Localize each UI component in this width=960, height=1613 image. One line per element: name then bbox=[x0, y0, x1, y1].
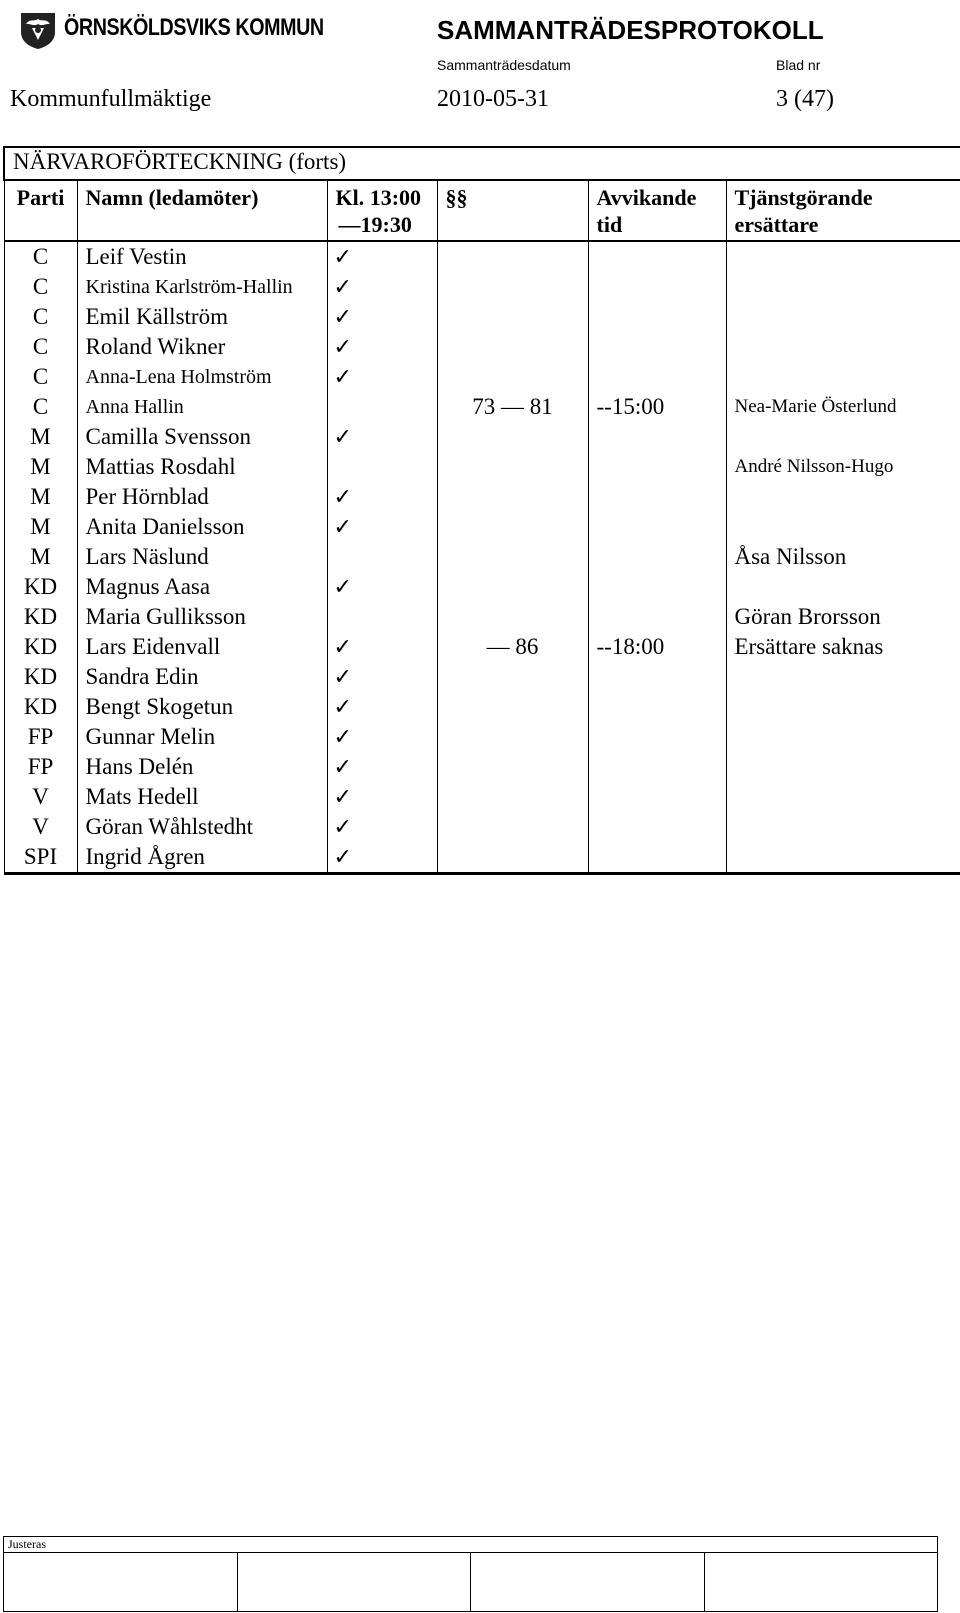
signature-field-2 bbox=[237, 1553, 471, 1612]
paragraph-range bbox=[437, 272, 588, 302]
deviating-time bbox=[588, 272, 726, 302]
member-name: Bengt Skogetun bbox=[77, 692, 327, 722]
signature-field-3 bbox=[471, 1553, 705, 1612]
member-name: Leif Vestin bbox=[77, 241, 327, 272]
substitute-name bbox=[726, 332, 960, 362]
header-substitute-line2: ersättare bbox=[734, 212, 819, 237]
member-name: Sandra Edin bbox=[77, 662, 327, 692]
attendance-rows bbox=[4, 241, 960, 874]
meeting-date-label: Sammanträdesdatum bbox=[437, 57, 571, 73]
document-title: SAMMANTRÄDESPROTOKOLL bbox=[437, 15, 824, 45]
substitute-name: Nea-Marie Österlund bbox=[726, 392, 960, 422]
substitute-name bbox=[726, 362, 960, 392]
paragraph-range bbox=[437, 332, 588, 362]
substitute-name bbox=[726, 512, 960, 542]
table-row bbox=[4, 722, 960, 752]
deviating-time bbox=[588, 812, 726, 842]
substitute-name: Göran Brorsson bbox=[726, 602, 960, 632]
member-name: Mats Hedell bbox=[77, 782, 327, 812]
present-checkmark: ✓ bbox=[327, 302, 437, 332]
party-cell: FP bbox=[4, 752, 77, 782]
member-name: Anna-Lena Holmström bbox=[77, 362, 327, 392]
present-checkmark: ✓ bbox=[327, 842, 437, 874]
party-cell: KD bbox=[4, 572, 77, 602]
party-cell: KD bbox=[4, 692, 77, 722]
paragraph-range: 73 — 81 bbox=[437, 392, 588, 422]
signature-field-4 bbox=[704, 1553, 938, 1612]
deviating-time bbox=[588, 602, 726, 632]
table-row bbox=[4, 332, 960, 362]
page-number-label: Blad nr bbox=[776, 57, 821, 73]
present-checkmark: ✓ bbox=[327, 662, 437, 692]
deviating-time bbox=[588, 241, 726, 272]
header-substitute-line1: Tjänstgörande bbox=[734, 185, 873, 210]
table-row bbox=[4, 302, 960, 332]
table-row bbox=[4, 752, 960, 782]
member-name: Lars Näslund bbox=[77, 542, 327, 572]
paragraph-range bbox=[437, 302, 588, 332]
table-row bbox=[4, 362, 960, 392]
table-row bbox=[4, 542, 960, 572]
table-row bbox=[4, 392, 960, 422]
header-time-line1: Kl. 13:00 bbox=[335, 185, 422, 210]
party-cell: SPI bbox=[4, 842, 77, 874]
table-row bbox=[4, 482, 960, 512]
member-name: Gunnar Melin bbox=[77, 722, 327, 752]
substitute-name: Åsa Nilsson bbox=[726, 542, 960, 572]
table-row bbox=[4, 842, 960, 874]
member-name: Hans Delén bbox=[77, 752, 327, 782]
present-checkmark bbox=[327, 542, 437, 572]
deviating-time bbox=[588, 362, 726, 392]
member-name: Anita Danielsson bbox=[77, 512, 327, 542]
present-checkmark: ✓ bbox=[327, 272, 437, 302]
substitute-name bbox=[726, 241, 960, 272]
deviating-time bbox=[588, 332, 726, 362]
paragraph-range bbox=[437, 422, 588, 452]
table-row bbox=[4, 812, 960, 842]
paragraph-range bbox=[437, 662, 588, 692]
table-row bbox=[4, 572, 960, 602]
paragraph-range bbox=[437, 512, 588, 542]
paragraph-range bbox=[437, 752, 588, 782]
table-row bbox=[4, 422, 960, 452]
present-checkmark: ✓ bbox=[327, 572, 437, 602]
table-header-row bbox=[4, 180, 960, 241]
paragraph-range: — 86 bbox=[437, 632, 588, 662]
table-row bbox=[4, 241, 960, 272]
member-name: Mattias Rosdahl bbox=[77, 452, 327, 482]
present-checkmark: ✓ bbox=[327, 241, 437, 272]
signature-field-1 bbox=[4, 1553, 238, 1612]
member-name: Camilla Svensson bbox=[77, 422, 327, 452]
member-name: Maria Gulliksson bbox=[77, 602, 327, 632]
party-cell: FP bbox=[4, 722, 77, 752]
present-checkmark: ✓ bbox=[327, 752, 437, 782]
deviating-time: --15:00 bbox=[588, 392, 726, 422]
substitute-name bbox=[726, 272, 960, 302]
member-name: Anna Hallin bbox=[77, 392, 327, 422]
deviating-time bbox=[588, 782, 726, 812]
header-name: Namn (ledamöter) bbox=[77, 180, 327, 241]
paragraph-range bbox=[437, 542, 588, 572]
deviating-time bbox=[588, 542, 726, 572]
paragraph-range bbox=[437, 842, 588, 874]
municipal-coat-of-arms-icon bbox=[18, 10, 58, 50]
deviating-time bbox=[588, 422, 726, 452]
substitute-name: Ersättare saknas bbox=[726, 632, 960, 662]
present-checkmark: ✓ bbox=[327, 422, 437, 452]
substitute-name bbox=[726, 722, 960, 752]
deviating-time: --18:00 bbox=[588, 632, 726, 662]
header-paragraph: §§ bbox=[437, 180, 588, 241]
header-time-line2: —19:30 bbox=[338, 212, 412, 237]
present-checkmark: ✓ bbox=[327, 512, 437, 542]
substitute-name bbox=[726, 752, 960, 782]
deviating-time bbox=[588, 452, 726, 482]
member-name: Emil Källström bbox=[77, 302, 327, 332]
table-row bbox=[4, 602, 960, 632]
paragraph-range bbox=[437, 692, 588, 722]
present-checkmark: ✓ bbox=[327, 692, 437, 722]
party-cell: C bbox=[4, 272, 77, 302]
substitute-name bbox=[726, 692, 960, 722]
paragraph-range bbox=[437, 602, 588, 632]
deviating-time bbox=[588, 482, 726, 512]
substitute-name bbox=[726, 482, 960, 512]
present-checkmark: ✓ bbox=[327, 812, 437, 842]
present-checkmark bbox=[327, 392, 437, 422]
present-checkmark: ✓ bbox=[327, 632, 437, 662]
table-title-row bbox=[4, 147, 960, 180]
party-cell: M bbox=[4, 542, 77, 572]
paragraph-range bbox=[437, 572, 588, 602]
paragraph-range bbox=[437, 812, 588, 842]
table-row bbox=[4, 452, 960, 482]
paragraph-range bbox=[437, 362, 588, 392]
meeting-date: 2010-05-31 bbox=[437, 86, 549, 112]
deviating-time bbox=[588, 692, 726, 722]
party-cell: M bbox=[4, 512, 77, 542]
header-time bbox=[327, 180, 437, 241]
substitute-name: André Nilsson-Hugo bbox=[726, 452, 960, 482]
substitute-name bbox=[726, 572, 960, 602]
party-cell: M bbox=[4, 452, 77, 482]
present-checkmark: ✓ bbox=[327, 332, 437, 362]
table-row bbox=[4, 782, 960, 812]
present-checkmark bbox=[327, 452, 437, 482]
member-name: Magnus Aasa bbox=[77, 572, 327, 602]
substitute-name bbox=[726, 812, 960, 842]
present-checkmark: ✓ bbox=[327, 722, 437, 752]
party-cell: C bbox=[4, 392, 77, 422]
page-number: 3 (47) bbox=[776, 86, 834, 112]
paragraph-range bbox=[437, 482, 588, 512]
header-deviating-line2: tid bbox=[596, 212, 623, 237]
member-name: Göran Wåhlstedht bbox=[77, 812, 327, 842]
member-name: Lars Eidenvall bbox=[77, 632, 327, 662]
party-cell: M bbox=[4, 482, 77, 512]
member-name: Per Hörnblad bbox=[77, 482, 327, 512]
table-row bbox=[4, 512, 960, 542]
attendance-table bbox=[3, 146, 960, 875]
present-checkmark: ✓ bbox=[327, 482, 437, 512]
body-name: Kommunfullmäktige bbox=[10, 86, 212, 112]
substitute-name bbox=[726, 842, 960, 874]
header-deviating-line1: Avvikande bbox=[596, 185, 697, 210]
party-cell: KD bbox=[4, 602, 77, 632]
member-name: Roland Wikner bbox=[77, 332, 327, 362]
party-cell: V bbox=[4, 812, 77, 842]
header-substitute bbox=[726, 180, 960, 241]
deviating-time bbox=[588, 572, 726, 602]
party-cell: M bbox=[4, 422, 77, 452]
table-title: NÄRVAROFÖRTECKNING (forts) bbox=[4, 147, 960, 180]
party-cell: C bbox=[4, 241, 77, 272]
present-checkmark bbox=[327, 602, 437, 632]
deviating-time bbox=[588, 512, 726, 542]
member-name: Ingrid Ågren bbox=[77, 842, 327, 874]
party-cell: C bbox=[4, 362, 77, 392]
party-cell: C bbox=[4, 332, 77, 362]
substitute-name bbox=[726, 662, 960, 692]
deviating-time bbox=[588, 842, 726, 874]
header-deviating-time bbox=[588, 180, 726, 241]
paragraph-range bbox=[437, 782, 588, 812]
substitute-name bbox=[726, 302, 960, 332]
present-checkmark: ✓ bbox=[327, 782, 437, 812]
header-party: Parti bbox=[4, 180, 77, 241]
present-checkmark: ✓ bbox=[327, 362, 437, 392]
party-cell: V bbox=[4, 782, 77, 812]
deviating-time bbox=[588, 722, 726, 752]
organization-name: ÖRNSKÖLDSVIKS KOMMUN bbox=[64, 14, 324, 41]
deviating-time bbox=[588, 752, 726, 782]
party-cell: C bbox=[4, 302, 77, 332]
deviating-time bbox=[588, 662, 726, 692]
member-name: Kristina Karlström-Hallin bbox=[77, 272, 327, 302]
table-row bbox=[4, 272, 960, 302]
justeras-label: Justeras bbox=[4, 1537, 938, 1553]
party-cell: KD bbox=[4, 632, 77, 662]
paragraph-range bbox=[437, 241, 588, 272]
justeras-box bbox=[3, 1536, 938, 1612]
party-cell: KD bbox=[4, 662, 77, 692]
substitute-name bbox=[726, 782, 960, 812]
paragraph-range bbox=[437, 452, 588, 482]
table-row bbox=[4, 662, 960, 692]
table-row bbox=[4, 692, 960, 722]
table-row bbox=[4, 632, 960, 662]
substitute-name bbox=[726, 422, 960, 452]
deviating-time bbox=[588, 302, 726, 332]
paragraph-range bbox=[437, 722, 588, 752]
